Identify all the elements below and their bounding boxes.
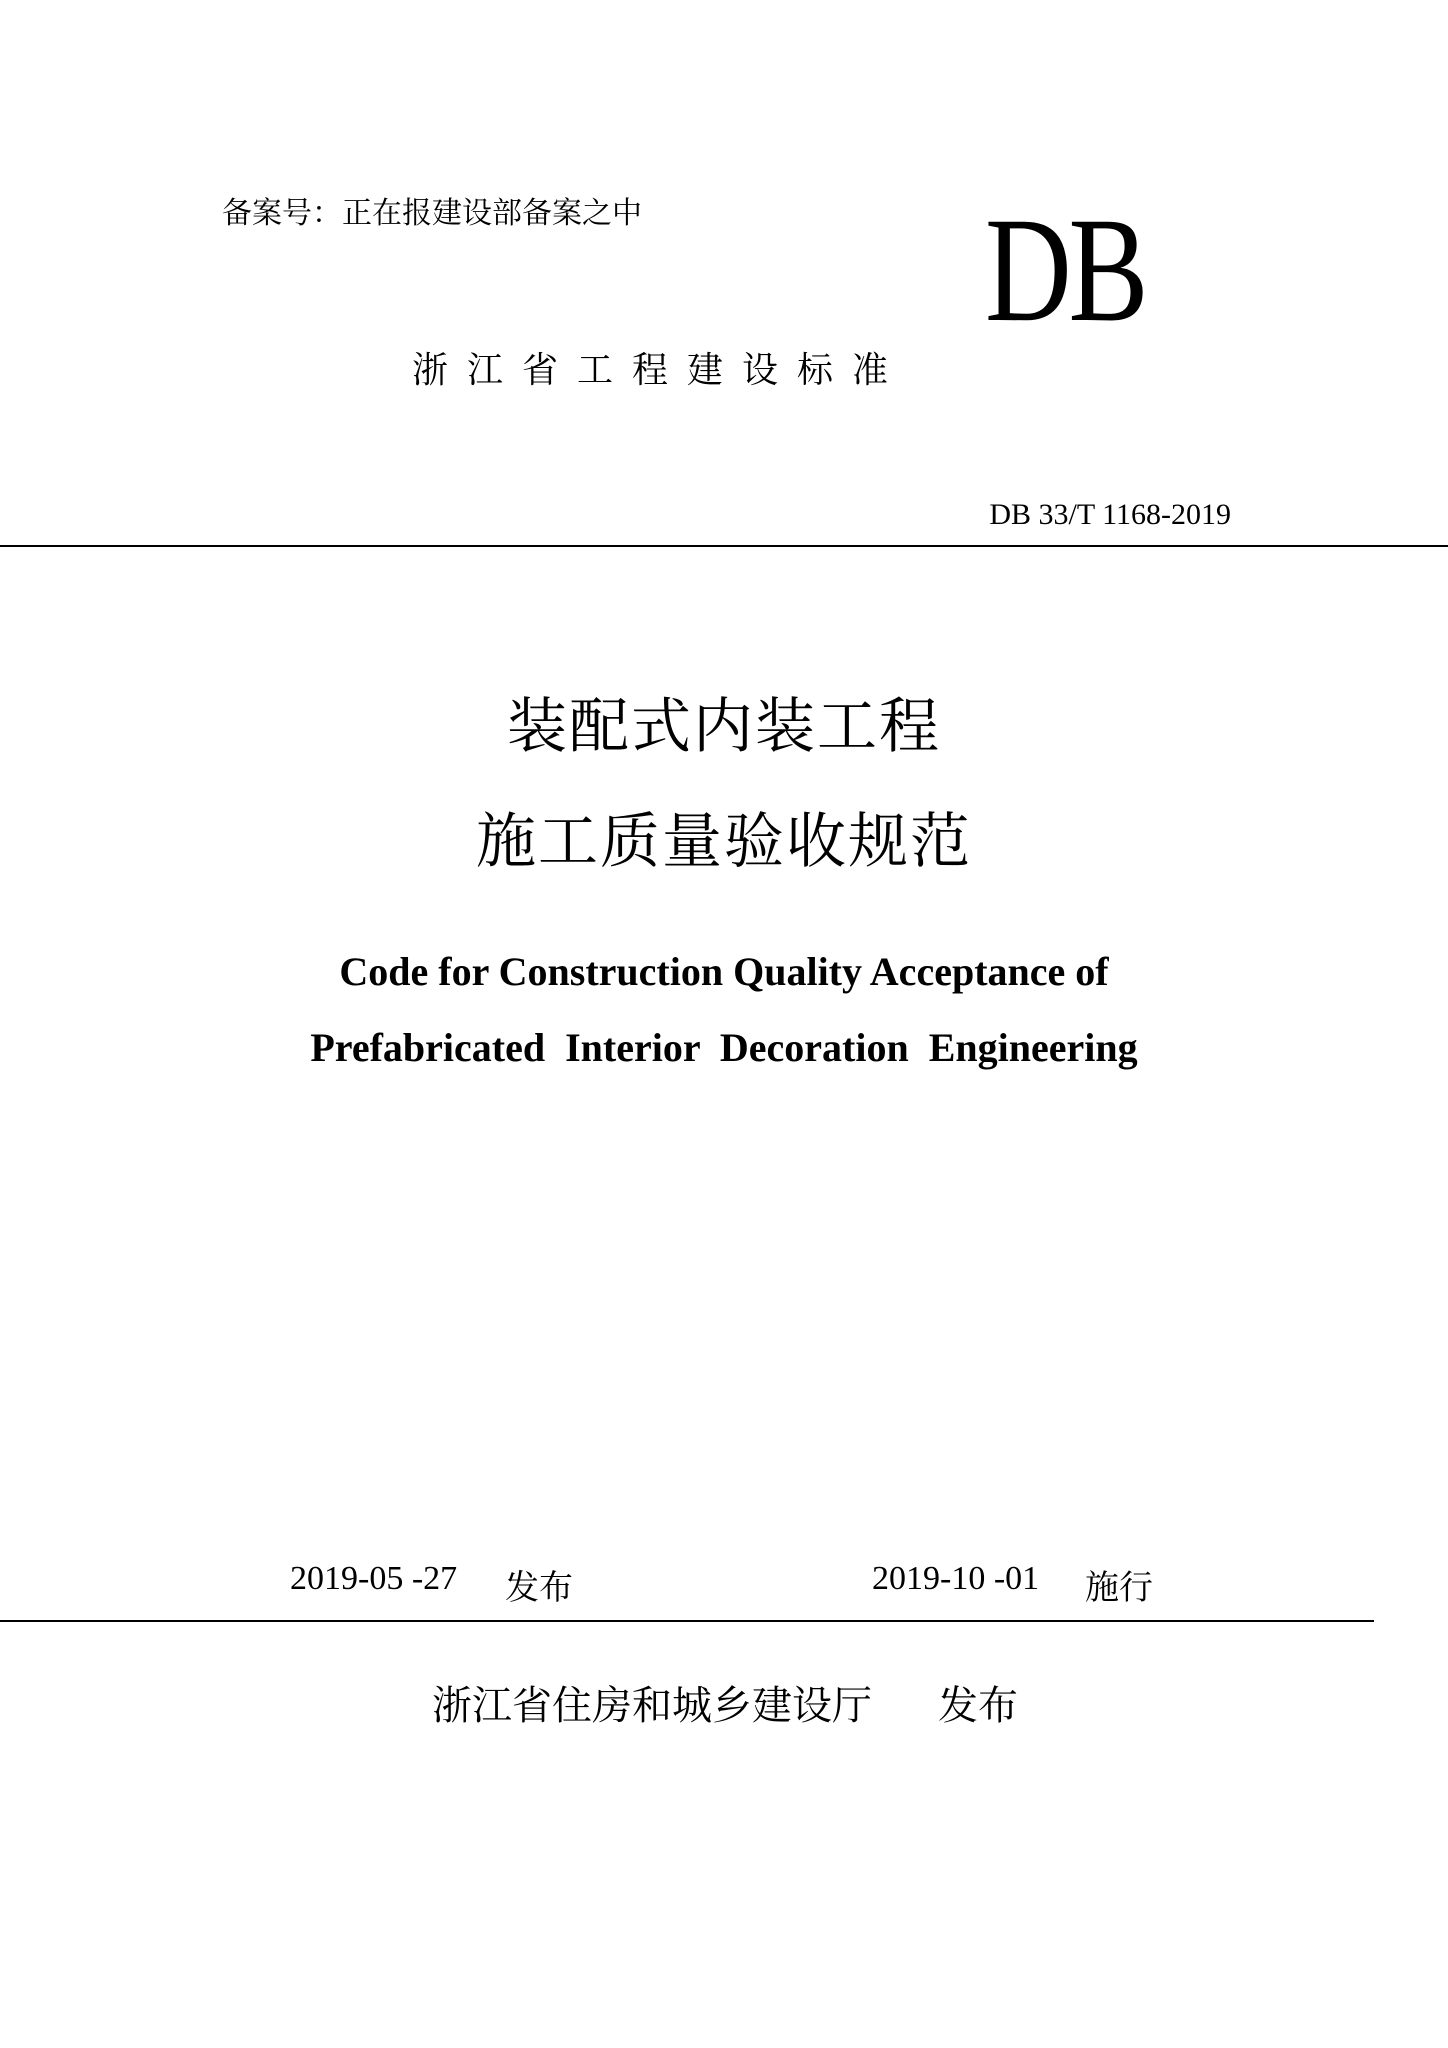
implement-label: 施行 bbox=[1085, 1568, 1153, 1608]
issuer-label: 发布 bbox=[938, 1683, 1018, 1729]
title-en-line1: Code for Construction Quality Acceptance of bbox=[339, 949, 1109, 994]
db-logo: DB bbox=[985, 187, 1146, 353]
title-zh-line1: 装配式内装工程 bbox=[507, 692, 941, 762]
top-divider bbox=[0, 545, 1448, 547]
title-en-line2: Prefabricated Interior Decoration Engineering bbox=[310, 1025, 1138, 1070]
filing-note: 备案号：正在报建设部备案之中 bbox=[222, 196, 642, 231]
standard-type: 浙江省工程建设标准 bbox=[412, 350, 908, 391]
standard-number: DB 33/T 1168-2019 bbox=[989, 498, 1231, 531]
implement-date: 2019-10 -01 bbox=[872, 1560, 1040, 1597]
issue-label: 发布 bbox=[505, 1568, 573, 1608]
bottom-divider bbox=[0, 1620, 1374, 1622]
title-zh-line2: 施工质量验收规范 bbox=[476, 807, 972, 877]
issuer: 浙江省住房和城乡建设厅 bbox=[432, 1683, 872, 1729]
issue-date: 2019-05 -27 bbox=[290, 1560, 458, 1597]
